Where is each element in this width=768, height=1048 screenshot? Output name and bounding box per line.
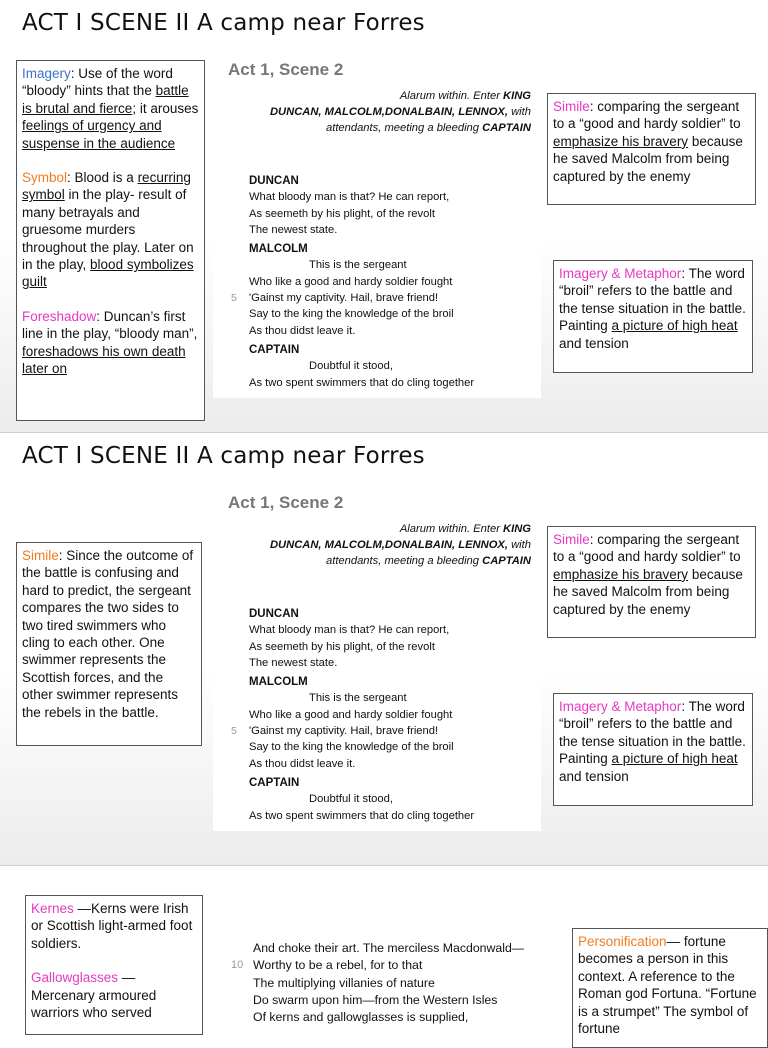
imagery-metaphor-note-box: Imagery & Metaphor: The word “broil” refers to the battle and the tense situation in the battle. Painting a picture of high heat and tension [553, 693, 753, 806]
script-line: The newest state. [249, 656, 338, 669]
excerpt-title: Act 1, Scene 2 [228, 493, 344, 512]
note-symbol: Symbol: Blood is a recurring symbol in the play- result of many betrayals and gruesome murders throughout the play. Later on in the play, blood symbolizes guilt [22, 170, 194, 290]
script-line: Who like a good and hardy soldier fought [249, 708, 453, 721]
play-excerpt [213, 479, 541, 831]
stage-direction: Alarum within. Enter KING DUNCAN, MALCOLM,DONALBAIN, LENNOX, with attendants, meeting a bleeding CAPTAIN [269, 90, 531, 134]
script-line: This is the sergeant [309, 692, 407, 705]
script-line: 10 Worthy to be a rebel, for to that [253, 957, 524, 974]
simile-note-box: Simile: comparing the sergeant to a “good and hardy soldier” to emphasize his bravery because he saved Malcolm from being captured by the enemy [547, 93, 756, 205]
script-line: What bloody man is that? He can report, [249, 191, 450, 204]
script-line: Say to the king the knowledge of the broil [249, 308, 454, 321]
line-number: 5 [231, 725, 237, 738]
stage-direction: Alarum within. Enter KING DUNCAN, MALCOLM,DONALBAIN, LENNOX, with attendants, meeting a bleeding CAPTAIN [269, 523, 531, 567]
script-line: The newest state. [249, 223, 338, 236]
script-line: Of kerns and gallowglasses is supplied, [253, 1010, 469, 1025]
speaker-captain: CAPTAIN [249, 343, 300, 356]
note-foreshadow: Foreshadow: Duncan’s first line in the play, “bloody man”, foreshadows his own death later on [22, 308, 198, 377]
imagery-metaphor-note-box: Imagery & Metaphor: The word “broil” refers to the battle and the tense situation in the battle. Painting a picture of high heat and tension [553, 260, 753, 373]
left-notes-box [16, 60, 205, 421]
line-number: 10 [231, 959, 244, 972]
speaker-captain: CAPTAIN [249, 776, 300, 789]
script-line: 5 'Gainst my captivity. Hail, brave friend! [249, 290, 474, 306]
slide-3 [0, 866, 768, 1037]
script-line: Say to the king the knowledge of the broil [249, 741, 454, 754]
script-line: Do swarm upon him—from the Western Isles [253, 992, 498, 1007]
script-line: As thou didst leave it. [249, 757, 356, 770]
script-line: Doubtful it stood, [309, 793, 393, 806]
line-number: 5 [231, 292, 237, 305]
simile-swimmers-note-box: Simile: Since the outcome of the battle is confusing and hard to predict, the sergeant compares the two sides to two tired swimmers who cling to each other. One swimmer represents the Scottish forces, and the other swimmer represents the rebels in the battle. [16, 542, 202, 746]
script-lines [231, 170, 475, 391]
slide-title: ACT I SCENE II A camp near Forres [22, 10, 425, 36]
speaker-duncan: DUNCAN [249, 175, 299, 187]
script-lines [231, 940, 525, 1026]
speaker-malcolm: MALCOLM [249, 243, 308, 256]
script-line: As seemeth by his plight, of the revolt [249, 207, 435, 220]
script-line: As two spent swimmers that do cling together [249, 809, 475, 822]
slide-title: ACT I SCENE II A camp near Forres [22, 443, 425, 469]
slide-2 [0, 433, 768, 865]
simile-note-box: Simile: comparing the sergeant to a “good and hardy soldier” to emphasize his bravery because he saved Malcolm from being captured by the enemy [547, 526, 756, 638]
script-line: And choke their art. The merciless Macdonwald— [253, 941, 525, 955]
script-line: As two spent swimmers that do cling together [249, 376, 475, 389]
script-lines [231, 603, 475, 824]
note-imagery: Imagery: Use of the word “bloody” hints that the battle is brutal and fierce; it arouses feelings of urgency and suspense in the audience [22, 66, 199, 151]
play-excerpt [213, 46, 541, 398]
script-line: The multiplying villanies of nature [253, 975, 435, 990]
speaker-duncan: DUNCAN [249, 608, 299, 620]
script-line: What bloody man is that? He can report, [249, 624, 450, 637]
excerpt-title: Act 1, Scene 2 [228, 60, 344, 79]
personification-note-box: Personification— fortune becomes a person in this context. A reference to the Roman god Fortuna. “Fortune is a strumpet” The symbol of fortune [572, 928, 768, 1048]
script-line: Doubtful it stood, [309, 360, 393, 373]
speaker-malcolm: MALCOLM [249, 676, 308, 689]
slide-1 [0, 0, 768, 432]
script-line: Who like a good and hardy soldier fought [249, 275, 453, 288]
kernes-note-box: Kernes —Kerns were Irish or Scottish light-armed foot soldiers. Gallowglasses — Mercenary armoured warriors who served [25, 895, 203, 1035]
script-line: As thou didst leave it. [249, 324, 356, 337]
script-line: 5 'Gainst my captivity. Hail, brave friend! [249, 723, 474, 739]
script-line: As seemeth by his plight, of the revolt [249, 640, 435, 653]
script-line: This is the sergeant [309, 259, 407, 272]
